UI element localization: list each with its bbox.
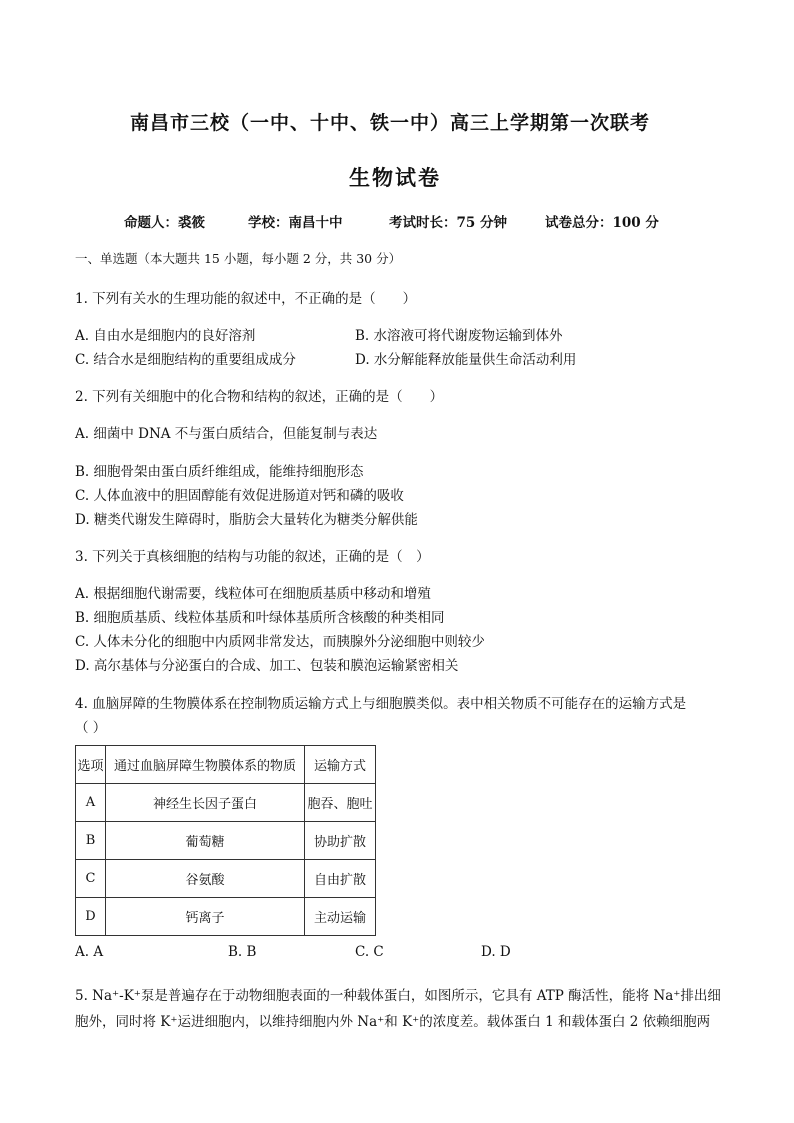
table-cell: 主动运输 bbox=[305, 898, 376, 936]
table-row bbox=[76, 860, 376, 898]
table-row bbox=[76, 898, 376, 936]
table-cell: C bbox=[76, 860, 106, 898]
table-header-cell: 通过血脑屏障生物膜体系的物质 bbox=[106, 746, 305, 784]
table-cell: 协助扩散 bbox=[305, 822, 376, 860]
q1-option-c: C. 结合水是细胞结构的重要组成成分 bbox=[75, 352, 296, 368]
section-heading: 一、单选题（本大题共 15 小题，每小题 2 分，共 30 分） bbox=[75, 251, 402, 266]
q4-option-b: B. B bbox=[228, 944, 257, 960]
table-cell: 自由扩散 bbox=[305, 860, 376, 898]
table-row bbox=[76, 784, 376, 822]
q3-option-a: A. 根据细胞代谢需要，线粒体可在细胞质基质中移动和增殖 bbox=[75, 586, 431, 602]
meta-total: 试卷总分：100 分 bbox=[545, 215, 659, 231]
question-1-stem: 1. 下列有关水的生理功能的叙述中，不正确的是（ ） bbox=[75, 291, 417, 307]
meta-duration: 考试时长：75 分钟 bbox=[389, 215, 507, 231]
q2-option-a: A. 细菌中 DNA 不与蛋白质结合，但能复制与表达 bbox=[75, 426, 378, 442]
question-5-stem-line2: 胞外，同时将 K⁺运进细胞内，以维持细胞内外 Na⁺和 K⁺的浓度差。载体蛋白 1 和载体蛋白 2 依赖细胞两 bbox=[75, 1014, 711, 1030]
q3-option-c: C. 人体未分化的细胞中内质网非常发达，而胰腺外分泌细胞中则较少 bbox=[75, 634, 485, 650]
table-header-cell: 选项 bbox=[76, 746, 106, 784]
meta-school: 学校：南昌十中 bbox=[248, 215, 343, 231]
q3-option-d: D. 高尔基体与分泌蛋白的合成、加工、包装和膜泡运输紧密相关 bbox=[75, 658, 459, 674]
table-header-cell: 运输方式 bbox=[305, 746, 376, 784]
question-4-stem: 4. 血脑屏障的生物膜体系在控制物质运输方式上与细胞膜类似。表中相关物质不可能存在的运输方式是 bbox=[75, 696, 687, 712]
table-cell: 葡萄糖 bbox=[106, 822, 305, 860]
table-cell: 神经生长因子蛋白 bbox=[106, 784, 305, 822]
exam-subtitle: 生物试卷 bbox=[349, 165, 441, 190]
table-row bbox=[76, 822, 376, 860]
q3-option-b: B. 细胞质基质、线粒体基质和叶绿体基质所含核酸的种类相同 bbox=[75, 610, 445, 626]
table-cell: D bbox=[76, 898, 106, 936]
q1-option-a: A. 自由水是细胞内的良好溶剂 bbox=[75, 328, 256, 344]
q4-option-d: D. D bbox=[481, 944, 511, 960]
q2-option-b: B. 细胞骨架由蛋白质纤维组成，能维持细胞形态 bbox=[75, 464, 364, 480]
transport-table bbox=[75, 745, 376, 936]
q1-option-d: D. 水分解能释放能量供生命活动利用 bbox=[355, 352, 577, 368]
q2-option-d: D. 糖类代谢发生障碍时，脂肪会大量转化为糖类分解供能 bbox=[75, 512, 418, 528]
question-2-stem: 2. 下列有关细胞中的化合物和结构的叙述，正确的是（ ） bbox=[75, 389, 444, 405]
q4-option-c: C. C bbox=[355, 944, 384, 960]
question-4-stem-paren: （ ） bbox=[75, 720, 107, 736]
table-cell: A bbox=[76, 784, 106, 822]
table-cell: B bbox=[76, 822, 106, 860]
table-cell: 谷氨酸 bbox=[106, 860, 305, 898]
question-5-stem-line1: 5. Na⁺-K⁺泵是普遍存在于动物细胞表面的一种载体蛋白，如图所示，它具有 ATP 酶活性，能将 Na⁺排出细 bbox=[75, 988, 721, 1004]
q2-option-c: C. 人体血液中的胆固醇能有效促进肠道对钙和磷的吸收 bbox=[75, 488, 404, 504]
table-cell: 胞吞、胞吐 bbox=[305, 784, 376, 822]
meta-author: 命题人：裘筱 bbox=[124, 215, 205, 231]
question-3-stem: 3. 下列关于真核细胞的结构与功能的叙述，正确的是（ ） bbox=[75, 549, 430, 565]
exam-title: 南昌市三校（一中、十中、铁一中）高三上学期第一次联考 bbox=[130, 112, 651, 134]
q4-option-a: A. A bbox=[75, 944, 104, 960]
q1-option-b: B. 水溶液可将代谢废物运输到体外 bbox=[355, 328, 563, 344]
table-cell: 钙离子 bbox=[106, 898, 305, 936]
table-header-row bbox=[76, 746, 376, 784]
